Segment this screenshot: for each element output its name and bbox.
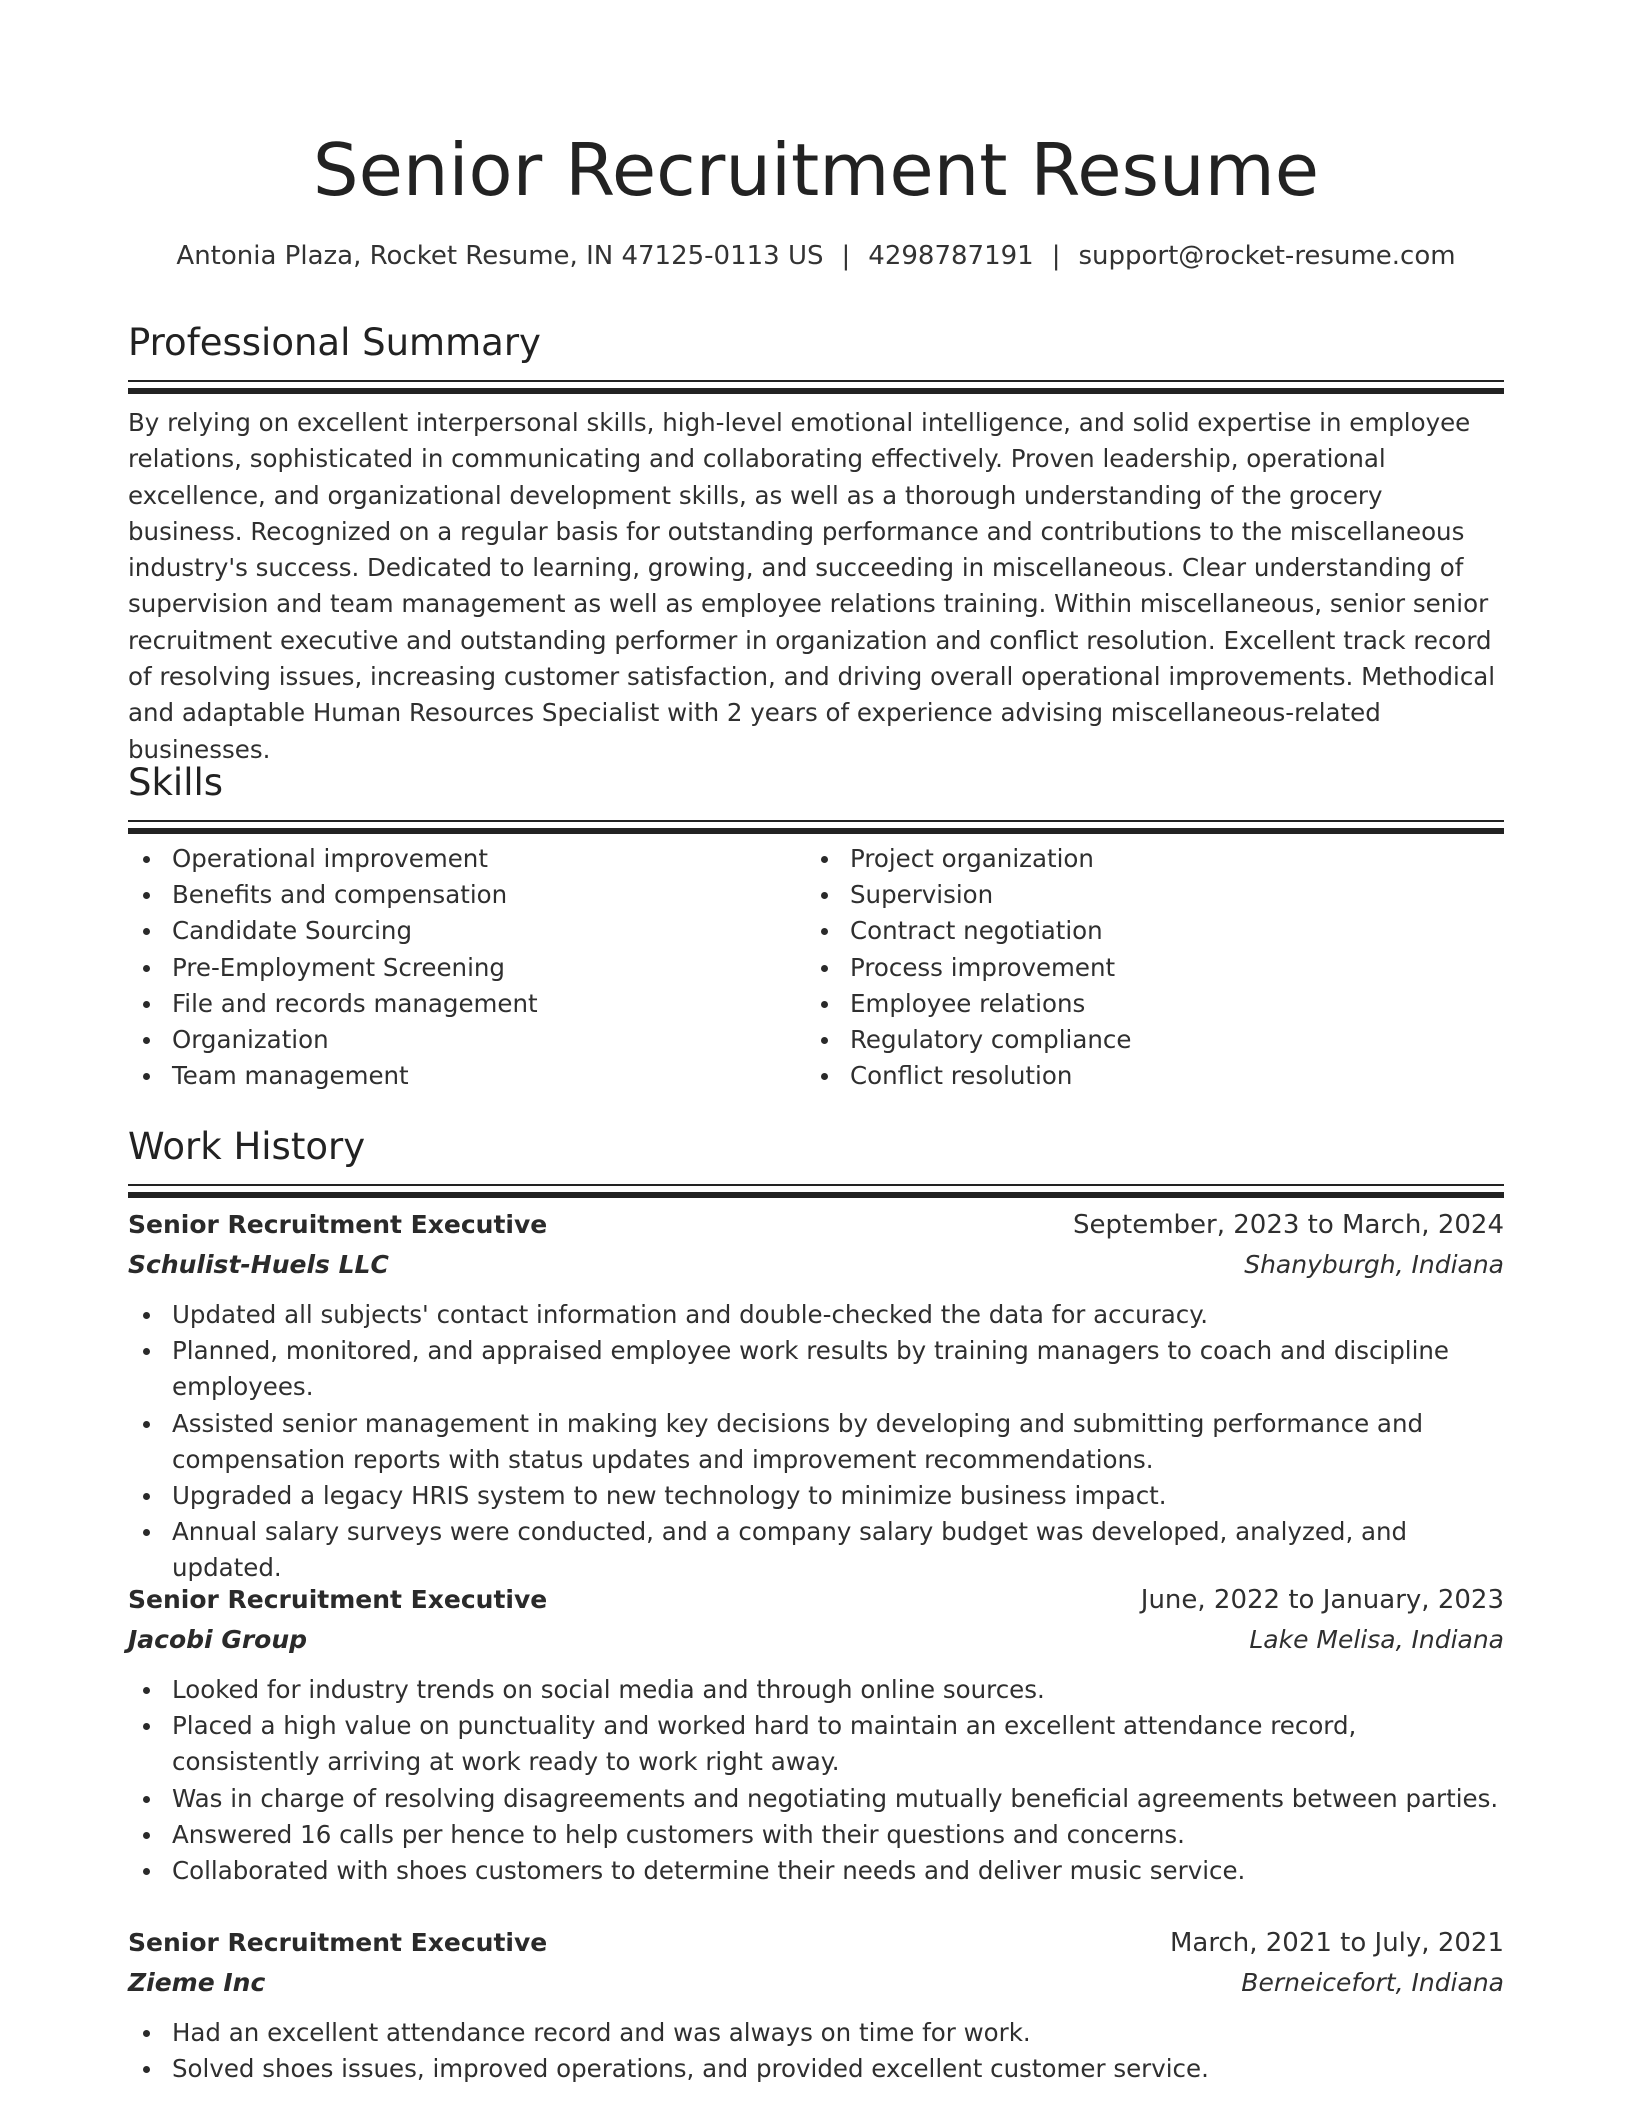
job-company: Schulist-Huels LLC <box>128 1250 389 1279</box>
divider-thin-line <box>128 1184 1504 1186</box>
skills-columns <box>128 841 1504 1094</box>
skill-item <box>806 841 1484 877</box>
job-company: Zieme Inc <box>128 1968 266 1997</box>
skill-label: Contract negotiation <box>850 916 1103 946</box>
job-bullet <box>128 1333 1504 1405</box>
skills-section <box>128 758 1504 1094</box>
section-heading-summary: Professional Summary <box>128 321 541 364</box>
contact-email: support@rocket-resume.com <box>1078 241 1456 271</box>
divider-thick-line <box>128 828 1504 834</box>
job-company: Jacobi Group <box>128 1625 308 1654</box>
job-bullet <box>128 2051 1504 2087</box>
job-bullet-text: Had an excellent attendance record and was always on time for work. <box>172 2018 1031 2047</box>
skill-item <box>128 1022 806 1058</box>
skill-label: Team management <box>172 1061 409 1091</box>
job-dates: June, 2022 to January, 2023 <box>1140 1585 1504 1615</box>
divider-thin-line <box>128 380 1504 382</box>
skill-item <box>128 877 806 913</box>
job-bullet-text: Placed a high value on punctuality and worked hard to maintain an excellent attendance record, consistently arriving at work ready to work right away. <box>172 1711 1357 1777</box>
contact-separator: | <box>1051 241 1061 271</box>
bullet-icon <box>143 1687 150 1694</box>
bullet-icon <box>821 1037 828 1044</box>
skill-item <box>128 950 806 986</box>
skill-label: Benefits and compensation <box>172 880 508 910</box>
section-heading-skills: Skills <box>128 761 224 804</box>
skill-item <box>128 841 806 877</box>
job-title: Senior Recruitment Executive <box>128 1210 548 1239</box>
job-bullet-text: Solved shoes issues, improved operations, and provided excellent customer service. <box>172 2054 1209 2084</box>
job-bullet <box>128 1406 1504 1478</box>
bullet-icon <box>143 856 150 863</box>
bullet-icon <box>143 1421 150 1428</box>
bullet-icon <box>143 1001 150 1008</box>
job-location: Shanyburgh, Indiana <box>1244 1250 1504 1279</box>
job-company-row <box>128 1963 1504 2003</box>
job-entry <box>128 1580 1504 1889</box>
divider-thick-line <box>128 1192 1504 1198</box>
skill-item <box>806 986 1484 1022</box>
contact-address: Antonia Plaza, Rocket Resume, IN 47125-0113 US <box>176 241 824 271</box>
skill-label: Regulatory compliance <box>850 1025 1132 1055</box>
bullet-icon <box>143 1312 150 1319</box>
contact-line <box>128 238 1504 274</box>
job-bullet-list <box>128 1297 1504 1587</box>
job-bullet-text: Annual salary surveys were conducted, and a company salary budget was developed, analyzed, and updated. <box>172 1517 1408 1583</box>
job-title: Senior Recruitment Executive <box>128 1928 548 1957</box>
job-location: Berneicefort, Indiana <box>1241 1968 1504 1997</box>
job-header-row <box>128 1205 1504 1245</box>
skill-label: Employee relations <box>850 988 1086 1018</box>
skill-label: Project organization <box>850 844 1094 873</box>
bullet-icon <box>821 892 828 899</box>
job-bullet <box>128 1297 1504 1333</box>
skill-label: Organization <box>172 1025 329 1055</box>
job-location: Lake Melisa, Indiana <box>1249 1625 1504 1654</box>
skill-item <box>128 913 806 949</box>
skill-label: Process improvement <box>850 952 1116 982</box>
work-history-section <box>128 1122 1504 1199</box>
job-bullet-list <box>128 2015 1504 2087</box>
contact-phone: 4298787191 <box>868 241 1034 271</box>
job-bullet <box>128 1817 1504 1853</box>
bullet-icon <box>821 856 828 863</box>
bullet-icon <box>143 2030 150 2037</box>
job-bullet-text: Assisted senior management in making key decisions by developing and submitting performance and compensation reports with status updates and improvement recommendations. <box>172 1408 1424 1474</box>
bullet-icon <box>143 965 150 972</box>
skill-item <box>128 986 806 1022</box>
skills-list-left <box>128 841 806 1094</box>
bullet-icon <box>821 965 828 972</box>
job-bullet-text: Was in charge of resolving disagreements and negotiating mutually beneficial agreements between parties. <box>172 1783 1499 1813</box>
bullet-icon <box>143 1796 150 1803</box>
skill-item <box>806 1058 1484 1094</box>
bullet-icon <box>143 1868 150 1875</box>
job-bullet-list <box>128 1672 1504 1889</box>
job-bullet <box>128 1853 1504 1889</box>
skill-label: Supervision <box>850 880 994 910</box>
bullet-icon <box>143 1493 150 1500</box>
skill-item <box>806 913 1484 949</box>
section-divider <box>128 820 1504 835</box>
job-entry <box>128 1205 1504 1587</box>
job-bullet-text: Collaborated with shoes customers to determine their needs and deliver music service. <box>172 1856 1246 1886</box>
skill-item <box>806 1022 1484 1058</box>
skill-label: Candidate Sourcing <box>172 916 412 946</box>
bullet-icon <box>143 1723 150 1730</box>
bullet-icon <box>143 1529 150 1536</box>
section-divider <box>128 380 1504 395</box>
bullet-icon <box>143 1037 150 1044</box>
bullet-icon <box>143 2066 150 2073</box>
job-dates: September, 2023 to March, 2024 <box>1073 1210 1504 1240</box>
job-company-row <box>128 1620 1504 1660</box>
job-bullet-text: Upgraded a legacy HRIS system to new technology to minimize business impact. <box>172 1481 1167 1511</box>
job-bullet-text: Answered 16 calls per hence to help customers with their questions and concerns. <box>172 1819 1185 1849</box>
bullet-icon <box>143 892 150 899</box>
divider-thick-line <box>128 388 1504 394</box>
job-entry <box>128 1923 1504 2087</box>
skills-list-right <box>806 841 1484 1094</box>
skill-item <box>806 950 1484 986</box>
summary-section <box>128 318 1504 792</box>
job-bullet-text: Planned, monitored, and appraised employee work results by training managers to coach and discipline employees. <box>172 1336 1450 1402</box>
page-title: Senior Recruitment Resume <box>312 128 1320 212</box>
job-bullet <box>128 1781 1504 1817</box>
job-dates: March, 2021 to July, 2021 <box>1169 1928 1504 1958</box>
bullet-icon <box>821 928 828 935</box>
divider-thin-line <box>128 820 1504 822</box>
skill-label: Pre-Employment Screening <box>172 952 505 982</box>
section-divider <box>128 1184 1504 1199</box>
job-bullet-text: Updated all subjects' contact information and double-checked the data for accuracy. <box>172 1300 1208 1329</box>
skill-label: Conflict resolution <box>850 1061 1073 1091</box>
job-header-row <box>128 1580 1504 1620</box>
skill-item <box>128 1058 806 1094</box>
job-bullet <box>128 1672 1504 1708</box>
job-bullet-text: Looked for industry trends on social media and through online sources. <box>172 1675 1045 1704</box>
section-heading-work-history: Work History <box>128 1125 366 1168</box>
skill-item <box>806 877 1484 913</box>
job-bullet <box>128 1514 1504 1586</box>
job-bullet <box>128 1478 1504 1514</box>
bullet-icon <box>821 1001 828 1008</box>
bullet-icon <box>143 1073 150 1080</box>
job-title: Senior Recruitment Executive <box>128 1585 548 1614</box>
job-header-row <box>128 1923 1504 1963</box>
bullet-icon <box>143 928 150 935</box>
skill-label: File and records management <box>172 988 538 1018</box>
summary-paragraph: By relying on excellent interpersonal skills, high-level emotional intelligence, and solid expertise in employee relations, sophisticated in communicating and collaborating effectively. Proven leadership, operational excellence, and organizational development skills, as well as a thorough understanding of the grocery business. Recognized on a regular basis for outstanding performance and contributions to the miscellaneous industry's success. Dedicated to learning, growing, and succeeding in miscellaneous. Clear understanding of supervision and team management as well as employee relations training. Within miscellaneous, senior senior recruitment executive and outstanding performer in organization and conflict resolution. Excellent track record of resolving issues, increasing customer satisfaction, and driving overall operational improvements. Methodical and adaptable Human Resources Specialist with 2 years of experience advising miscellaneous-related businesses. <box>128 408 1496 764</box>
bullet-icon <box>143 1348 150 1355</box>
skill-label: Operational improvement <box>172 844 488 873</box>
job-company-row <box>128 1245 1504 1285</box>
bullet-icon <box>821 1073 828 1080</box>
contact-separator: | <box>841 241 851 271</box>
job-bullet <box>128 2015 1504 2051</box>
bullet-icon <box>143 1832 150 1839</box>
job-bullet <box>128 1708 1504 1780</box>
